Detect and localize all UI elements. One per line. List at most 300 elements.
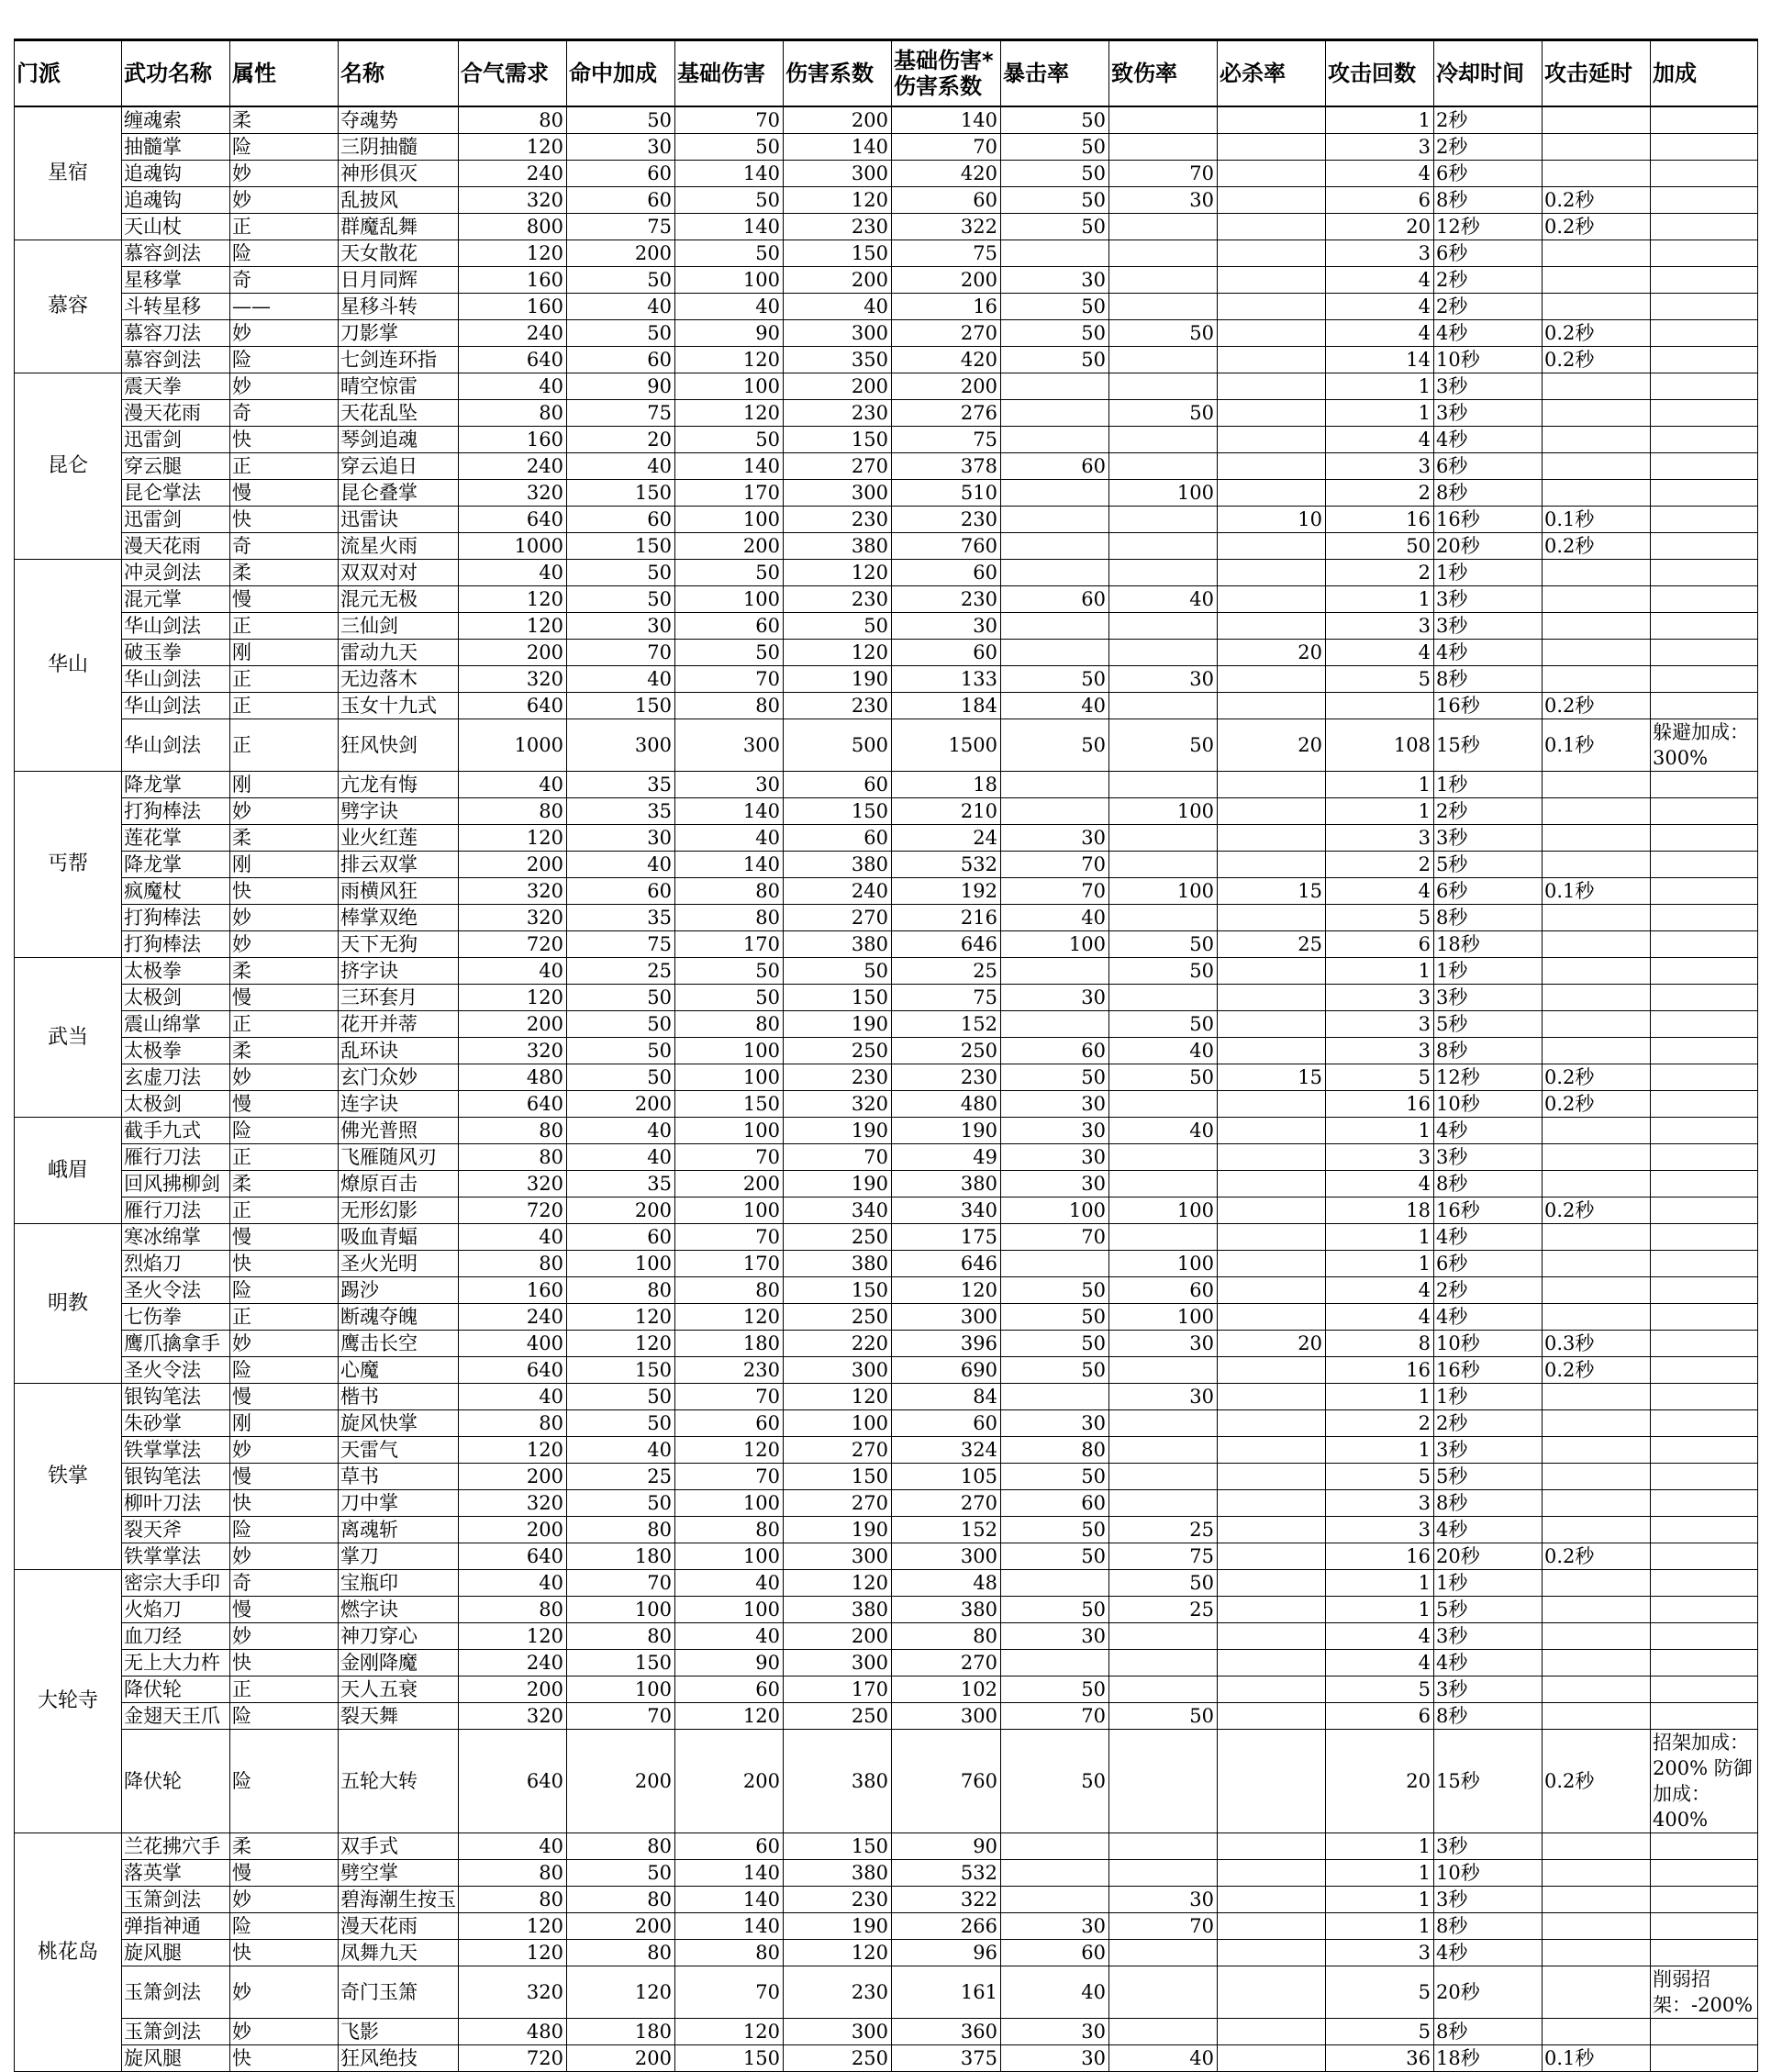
cell [1109, 1357, 1218, 1384]
cell: 152 [892, 1011, 1001, 1038]
cell: 旋风腿 [122, 2045, 230, 2072]
cell: 8 [1326, 1331, 1434, 1357]
cell [1543, 1913, 1651, 1940]
cell: 50 [567, 1490, 675, 1517]
cell: 乱环诀 [339, 1038, 459, 1064]
sect-cell: 丐帮 [15, 772, 122, 958]
cell: 75 [567, 931, 675, 958]
cell: 80 [567, 1940, 675, 1966]
cell: 60 [1001, 586, 1109, 613]
cell: 50 [1001, 1064, 1109, 1091]
cell: 380 [892, 1597, 1001, 1623]
table-row [15, 320, 1758, 347]
cell: 75 [567, 400, 675, 427]
cell: 80 [459, 1887, 567, 1913]
cell: 50 [1109, 400, 1218, 427]
cell [1001, 1251, 1109, 1277]
cell: 招架加成：200% 防御加成：400% [1651, 1730, 1758, 1833]
cell: 160 [459, 294, 567, 320]
cell [1218, 1730, 1326, 1833]
cell: 快 [230, 1940, 339, 1966]
cell: 50 [1001, 214, 1109, 240]
cell: 刚 [230, 640, 339, 666]
cell: 金刚降魔 [339, 1650, 459, 1677]
cell: 4 [1326, 1304, 1434, 1331]
cell: 250 [784, 1703, 892, 1730]
cell: 3秒 [1434, 1833, 1543, 1860]
cell: 1 [1326, 1887, 1434, 1913]
cell: 160 [459, 1277, 567, 1304]
cell: 40 [567, 1144, 675, 1171]
cell: 5秒 [1434, 1464, 1543, 1490]
cell: 230 [675, 1357, 784, 1384]
cell: 220 [784, 1331, 892, 1357]
cell: 50 [1001, 1543, 1109, 1570]
cell [1651, 560, 1758, 586]
cell: 险 [230, 1357, 339, 1384]
cell: 35 [567, 772, 675, 798]
cell: 200 [784, 373, 892, 400]
cell: 七剑连环指 [339, 347, 459, 373]
cell [1543, 560, 1651, 586]
header-injury-rate: 致伤率 [1109, 40, 1218, 107]
cell [1218, 1966, 1326, 2019]
cell: 18秒 [1434, 931, 1543, 958]
cell: 20 [1326, 214, 1434, 240]
cell: 50 [1001, 1730, 1109, 1833]
cell: 太极拳 [122, 1038, 230, 1064]
cell: 230 [784, 507, 892, 533]
table-row [15, 507, 1758, 533]
cell [1651, 2045, 1758, 2072]
cell: 雁行刀法 [122, 1198, 230, 1224]
cell: 宝瓶印 [339, 1570, 459, 1597]
cell [1543, 852, 1651, 878]
cell: 飞影 [339, 2019, 459, 2045]
cell: 210 [892, 798, 1001, 825]
cell [1218, 187, 1326, 214]
cell: 掌刀 [339, 1543, 459, 1570]
cell [1218, 905, 1326, 931]
cell: 1 [1326, 798, 1434, 825]
cell [1218, 267, 1326, 294]
cell: 50 [675, 640, 784, 666]
cell: 快 [230, 1251, 339, 1277]
cell: 35 [567, 1171, 675, 1198]
cell: 50 [1109, 320, 1218, 347]
cell: 震山绵掌 [122, 1011, 230, 1038]
cell: 8秒 [1434, 1703, 1543, 1730]
cell: 密宗大手印 [122, 1570, 230, 1597]
cell [1218, 2019, 1326, 2045]
cell: 60 [1109, 1277, 1218, 1304]
cell: 正 [230, 613, 339, 640]
cell [1651, 985, 1758, 1011]
cell: 玉箫剑法 [122, 1966, 230, 2019]
table-row [15, 1730, 1758, 1833]
cell [1001, 640, 1109, 666]
cell: 慢 [230, 1464, 339, 1490]
cell: 5 [1326, 1966, 1434, 2019]
cell: 200 [784, 267, 892, 294]
cell [1218, 1597, 1326, 1623]
cell [1218, 480, 1326, 507]
cell: 慕容刀法 [122, 320, 230, 347]
cell: 70 [1001, 1224, 1109, 1251]
header-row [15, 40, 1758, 107]
cell: 4 [1326, 267, 1434, 294]
cell [1651, 1091, 1758, 1118]
cell: 天花乱坠 [339, 400, 459, 427]
cell [1543, 1384, 1651, 1410]
cell: 4秒 [1434, 1224, 1543, 1251]
cell [1651, 931, 1758, 958]
cell [1543, 1570, 1651, 1597]
cell: 50 [1001, 106, 1109, 134]
cell: 175 [892, 1224, 1001, 1251]
cell: 0.2秒 [1543, 533, 1651, 560]
cell: 昆仑掌法 [122, 480, 230, 507]
cell: 240 [459, 453, 567, 480]
cell: 120 [459, 613, 567, 640]
cell: 100 [1109, 1304, 1218, 1331]
cell: 天山杖 [122, 214, 230, 240]
cell [1543, 931, 1651, 958]
cell: 150 [784, 798, 892, 825]
cell: 30 [1001, 985, 1109, 1011]
cell [1109, 905, 1218, 931]
cell [1218, 1384, 1326, 1410]
table-row [15, 1597, 1758, 1623]
cell: 奇 [230, 400, 339, 427]
cell: 血刀经 [122, 1623, 230, 1650]
header-kill-rate: 必杀率 [1218, 40, 1326, 107]
cell: 5秒 [1434, 1597, 1543, 1623]
cell: 圣火令法 [122, 1357, 230, 1384]
cell: 60 [567, 187, 675, 214]
cell: 星移斗转 [339, 294, 459, 320]
cell: 120 [459, 586, 567, 613]
cell [1001, 958, 1109, 985]
cell: 6秒 [1434, 240, 1543, 267]
cell: 25 [1109, 1517, 1218, 1543]
cell: 200 [784, 1623, 892, 1650]
cell: 36 [1326, 2045, 1434, 2072]
cell [1543, 267, 1651, 294]
cell: 30 [675, 772, 784, 798]
cell: 妙 [230, 905, 339, 931]
cell: 4秒 [1434, 1517, 1543, 1543]
cell: 冲灵剑法 [122, 560, 230, 586]
cell: 80 [459, 1597, 567, 1623]
cell: 佛光普照 [339, 1118, 459, 1144]
cell: 2秒 [1434, 798, 1543, 825]
cell: 100 [1109, 480, 1218, 507]
cell [1109, 693, 1218, 719]
cell: 4秒 [1434, 1650, 1543, 1677]
cell [1543, 1887, 1651, 1913]
cell: 50 [1001, 161, 1109, 187]
cell [1651, 1198, 1758, 1224]
cell: 20秒 [1434, 1543, 1543, 1570]
cell: 燎原百击 [339, 1171, 459, 1198]
cell: 降伏轮 [122, 1677, 230, 1703]
cell: 80 [459, 1118, 567, 1144]
cell: 75 [892, 427, 1001, 453]
cell: 15秒 [1434, 719, 1543, 772]
cell: 5秒 [1434, 1011, 1543, 1038]
cell: 乱披风 [339, 187, 459, 214]
cell: 漫天花雨 [339, 1913, 459, 1940]
cell: 200 [459, 640, 567, 666]
cell: 1 [1326, 1860, 1434, 1887]
cell: 120 [675, 347, 784, 373]
cell: 200 [459, 1517, 567, 1543]
cell: 200 [567, 1730, 675, 1833]
cell: 柔 [230, 106, 339, 134]
cell: 100 [784, 1410, 892, 1437]
cell [1001, 798, 1109, 825]
cell: 七伤拳 [122, 1304, 230, 1331]
cell: 230 [784, 1887, 892, 1913]
cell: 80 [567, 1623, 675, 1650]
cell: 40 [1001, 693, 1109, 719]
cell: 80 [675, 878, 784, 905]
cell: 险 [230, 1913, 339, 1940]
cell: 70 [1001, 1703, 1109, 1730]
cell: 320 [459, 666, 567, 693]
cell: 10 [1218, 507, 1326, 533]
cell: 刀中掌 [339, 1490, 459, 1517]
cell: 300 [892, 1703, 1001, 1730]
cell: 60 [567, 1224, 675, 1251]
cell: 60 [1001, 1490, 1109, 1517]
cell: 75 [567, 214, 675, 240]
cell: 2秒 [1434, 267, 1543, 294]
cell: 4 [1326, 878, 1434, 905]
cell: 2秒 [1434, 294, 1543, 320]
cell: 720 [459, 1198, 567, 1224]
cell [1218, 1860, 1326, 1887]
cell: 120 [459, 825, 567, 852]
cell: 70 [1001, 878, 1109, 905]
cell [1218, 373, 1326, 400]
cell: 84 [892, 1384, 1001, 1410]
cell: 3秒 [1434, 825, 1543, 852]
cell: 80 [675, 1517, 784, 1543]
cell: 30 [1001, 1118, 1109, 1144]
cell [1109, 1224, 1218, 1251]
cell: 奇 [230, 267, 339, 294]
cell: 15秒 [1434, 1730, 1543, 1833]
cell: 10秒 [1434, 1091, 1543, 1118]
cell [1543, 161, 1651, 187]
cell: 1 [1326, 400, 1434, 427]
cell: 380 [784, 1251, 892, 1277]
cell: 50 [567, 1038, 675, 1064]
cell: 6 [1326, 187, 1434, 214]
cell [1651, 1650, 1758, 1677]
cell [1218, 1038, 1326, 1064]
table-row [15, 1091, 1758, 1118]
table-row [15, 1118, 1758, 1144]
cell: 柔 [230, 958, 339, 985]
cell [1651, 825, 1758, 852]
header-crit-rate: 暴击率 [1001, 40, 1109, 107]
cell: 102 [892, 1677, 1001, 1703]
cell: 打狗棒法 [122, 905, 230, 931]
table-row [15, 1357, 1758, 1384]
cell: 170 [675, 1251, 784, 1277]
cell [1109, 347, 1218, 373]
table-row [15, 1384, 1758, 1410]
cell: 2 [1326, 852, 1434, 878]
cell: 玄虚刀法 [122, 1064, 230, 1091]
cell: 1 [1326, 1833, 1434, 1860]
cell [1543, 985, 1651, 1011]
cell [1109, 2019, 1218, 2045]
cell [1651, 1251, 1758, 1277]
cell: 0.2秒 [1543, 693, 1651, 719]
cell: 90 [675, 320, 784, 347]
cell: 230 [784, 693, 892, 719]
cell [1218, 1833, 1326, 1860]
cell [1543, 613, 1651, 640]
cell: 16 [1326, 507, 1434, 533]
cell: 690 [892, 1357, 1001, 1384]
cell: 120 [459, 240, 567, 267]
cell: 480 [459, 2019, 567, 2045]
table-row [15, 1623, 1758, 1650]
cell: 花开并蒂 [339, 1011, 459, 1038]
cell: 30 [1109, 1384, 1218, 1410]
cell [1109, 1091, 1218, 1118]
cell [1218, 453, 1326, 480]
cell [1218, 1144, 1326, 1171]
cell: 60 [675, 613, 784, 640]
cell: 楷书 [339, 1384, 459, 1410]
cell: 200 [567, 2045, 675, 2072]
cell [1001, 373, 1109, 400]
cell: 50 [1001, 1357, 1109, 1384]
cell: 50 [675, 427, 784, 453]
cell: 40 [1109, 2045, 1218, 2072]
cell: 25 [1218, 931, 1326, 958]
header-damage-coef: 伤害系数 [784, 40, 892, 107]
cell: 15 [1218, 878, 1326, 905]
cell: 70 [567, 1570, 675, 1597]
cell: 105 [892, 1464, 1001, 1490]
cell: 16秒 [1434, 693, 1543, 719]
cell: 15 [1218, 1064, 1326, 1091]
cell: 2 [1326, 1410, 1434, 1437]
cell: 270 [784, 1490, 892, 1517]
cell: 276 [892, 400, 1001, 427]
sect-cell: 华山 [15, 560, 122, 772]
cell [1651, 214, 1758, 240]
cell: 120 [675, 1437, 784, 1464]
cell: 300 [784, 1650, 892, 1677]
cell: 216 [892, 905, 1001, 931]
cell: 40 [459, 1384, 567, 1410]
cell: 320 [459, 1966, 567, 2019]
cell: 40 [1109, 586, 1218, 613]
cell: 疯魔杖 [122, 878, 230, 905]
cell: 三阴抽髓 [339, 134, 459, 161]
cell [1218, 1490, 1326, 1517]
cell: 720 [459, 931, 567, 958]
cell [1001, 1887, 1109, 1913]
cell: 270 [784, 453, 892, 480]
cell [1001, 1384, 1109, 1410]
cell: 80 [567, 1887, 675, 1913]
table-row [15, 985, 1758, 1011]
cell: 鹰击长空 [339, 1331, 459, 1357]
cell: 1 [1326, 1251, 1434, 1277]
cell: 3 [1326, 1940, 1434, 1966]
sect-cell: 昆仑 [15, 373, 122, 560]
cell: 50 [1001, 1597, 1109, 1623]
cell [1543, 240, 1651, 267]
cell [1543, 1966, 1651, 2019]
cell [1651, 106, 1758, 134]
cell: 200 [784, 106, 892, 134]
cell [1109, 1144, 1218, 1171]
table-row [15, 1913, 1758, 1940]
cell: 120 [459, 1437, 567, 1464]
cell: 太极拳 [122, 958, 230, 985]
cell [1651, 1703, 1758, 1730]
table-row [15, 560, 1758, 586]
cell: 正 [230, 1198, 339, 1224]
cell: 铁掌掌法 [122, 1437, 230, 1464]
header-qi-requirement: 合气需求 [459, 40, 567, 107]
cell: 190 [784, 1011, 892, 1038]
cell [1001, 507, 1109, 533]
cell [1218, 586, 1326, 613]
cell: 322 [892, 214, 1001, 240]
cell: 雨横风狂 [339, 878, 459, 905]
cell: 80 [892, 1623, 1001, 1650]
cell: 300 [784, 320, 892, 347]
cell [1001, 772, 1109, 798]
cell [1001, 1833, 1109, 1860]
cell: 正 [230, 1011, 339, 1038]
cell: 300 [784, 1543, 892, 1570]
cell [1543, 1144, 1651, 1171]
cell [1109, 613, 1218, 640]
cell: 35 [567, 905, 675, 931]
table-row [15, 852, 1758, 878]
cell: 妙 [230, 1543, 339, 1570]
cell: 340 [784, 1198, 892, 1224]
table-row [15, 613, 1758, 640]
cell: 裂天斧 [122, 1517, 230, 1543]
cell: 快 [230, 1490, 339, 1517]
cell [1218, 161, 1326, 187]
cell [1218, 1543, 1326, 1570]
cell: 40 [784, 294, 892, 320]
cell: 天人五衰 [339, 1677, 459, 1703]
cell [1109, 1623, 1218, 1650]
cell: 4 [1326, 320, 1434, 347]
cell: 4秒 [1434, 1304, 1543, 1331]
cell: 8秒 [1434, 480, 1543, 507]
table-row [15, 1011, 1758, 1038]
cell: 320 [459, 1703, 567, 1730]
table-row [15, 1277, 1758, 1304]
cell: 320 [459, 1490, 567, 1517]
